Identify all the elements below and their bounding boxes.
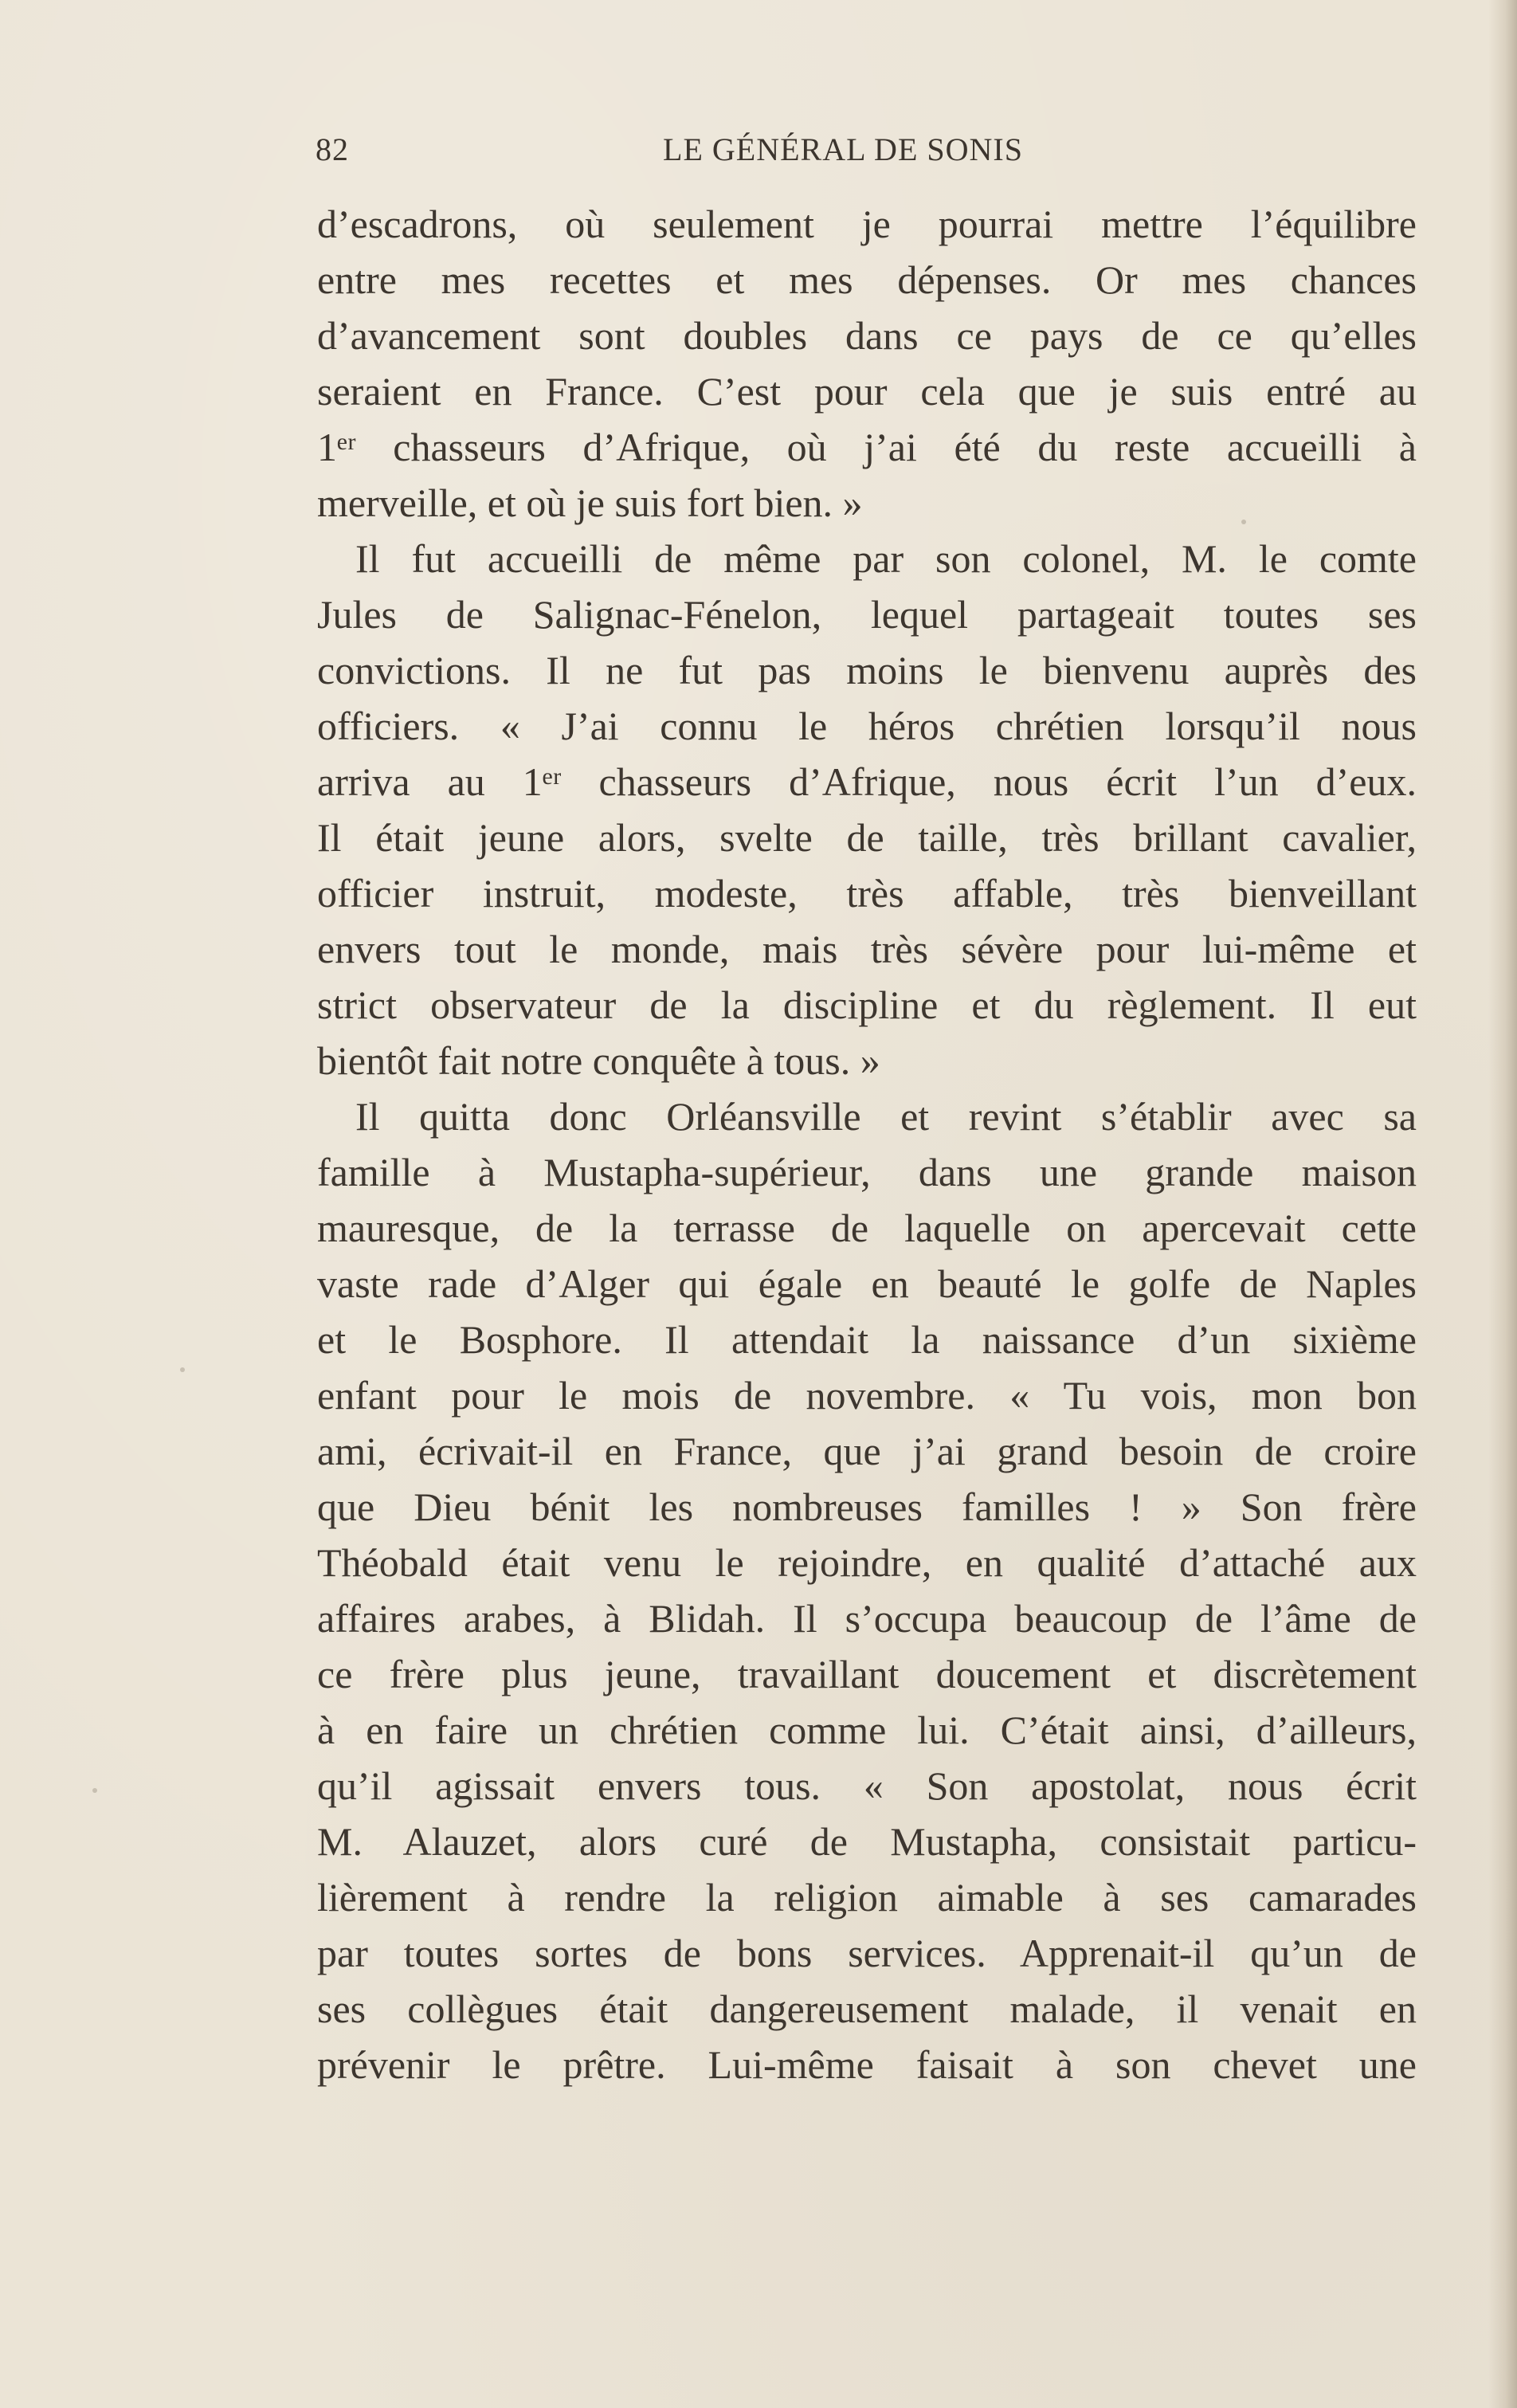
text-line: vaste rade d’Alger qui égale en beauté le golfe de Naples	[317, 1261, 1417, 1306]
text-line: Il quitta donc Orléansville et revint s’établir avec sa	[355, 1094, 1417, 1139]
text-line: officiers. « J’ai connu le héros chrétien lorsqu’il nous	[317, 704, 1417, 748]
text-line: enfant pour le mois de novembre. « Tu vois, mon bon	[317, 1373, 1417, 1418]
text-line: bientôt fait notre conquête à tous. »	[317, 1038, 880, 1083]
text-line: Théobald était venu le rejoindre, en qualité d’attaché aux	[317, 1540, 1417, 1585]
text-line: Jules de Salignac-Fénelon, lequel partageait toutes ses	[317, 592, 1417, 637]
text-line: affaires arabes, à Blidah. Il s’occupa beaucoup de l’âme de	[317, 1596, 1417, 1641]
paper-speck	[1241, 520, 1246, 524]
text-line: famille à Mustapha-supérieur, dans une grande maison	[317, 1150, 1417, 1194]
text-line: que Dieu bénit les nombreuses familles ! » Son frère	[317, 1484, 1417, 1529]
text-line: entre mes recettes et mes dépenses. Or mes chances	[317, 257, 1417, 302]
text-line: convictions. Il ne fut pas moins le bienvenu auprès des	[317, 648, 1417, 692]
text-line: prévenir le prêtre. Lui-même faisait à son chevet une	[317, 2042, 1417, 2087]
text-line: par toutes sortes de bons services. Apprenait-il qu’un de	[317, 1931, 1417, 1975]
page-edge-shadow	[1488, 0, 1517, 2408]
text-line: et le Bosphore. Il attendait la naissance d’un sixième	[317, 1317, 1417, 1362]
text-line: Il fut accueilli de même par son colonel, M. le comte	[355, 536, 1417, 581]
running-title: LE GÉNÉRAL DE SONIS	[663, 131, 1023, 167]
text-line: à en faire un chrétien comme lui. C’était ainsi, d’ailleurs,	[317, 1708, 1417, 1752]
body-text	[317, 196, 1417, 2092]
text-line: ami, écrivait-il en France, que j’ai grand besoin de croire	[317, 1429, 1417, 1473]
text-line: strict observateur de la discipline et du règlement. Il eut	[317, 982, 1417, 1027]
text-line: ce frère plus jeune, travaillant doucement et discrètement	[317, 1652, 1417, 1696]
text-line: envers tout le monde, mais très sévère pour lui-même et	[317, 927, 1417, 971]
text-line: mauresque, de la terrasse de laquelle on apercevait cette	[317, 1206, 1417, 1250]
text-line: arriva au 1ᵉʳ chasseurs d’Afrique, nous écrit l’un d’eux.	[317, 759, 1417, 804]
paper-speck	[180, 1367, 185, 1372]
text-line: qu’il agissait envers tous. « Son apostolat, nous écrit	[317, 1763, 1417, 1808]
paper-speck	[92, 1788, 97, 1793]
page-header	[316, 131, 1418, 171]
text-line: seraient en France. C’est pour cela que je suis entré au	[317, 369, 1417, 414]
text-line: lièrement à rendre la religion aimable à ses camarades	[317, 1875, 1417, 1920]
text-line: M. Alauzet, alors curé de Mustapha, consistait particu-	[317, 1819, 1417, 1864]
text-line: d’escadrons, où seulement je pourrai mettre l’équilibre	[317, 202, 1417, 246]
text-line: ses collègues était dangereusement malade, il venait en	[317, 1986, 1417, 2031]
text-line: officier instruit, modeste, très affable, très bienveillant	[317, 871, 1417, 916]
page-number: 82	[316, 131, 349, 167]
text-line: merveille, et où je suis fort bien. »	[317, 480, 863, 525]
text-line: Il était jeune alors, svelte de taille, très brillant cavalier,	[317, 815, 1417, 860]
text-line: 1ᵉʳ chasseurs d’Afrique, où j’ai été du reste accueilli à	[317, 425, 1417, 469]
text-line: d’avancement sont doubles dans ce pays de ce qu’elles	[317, 313, 1417, 358]
